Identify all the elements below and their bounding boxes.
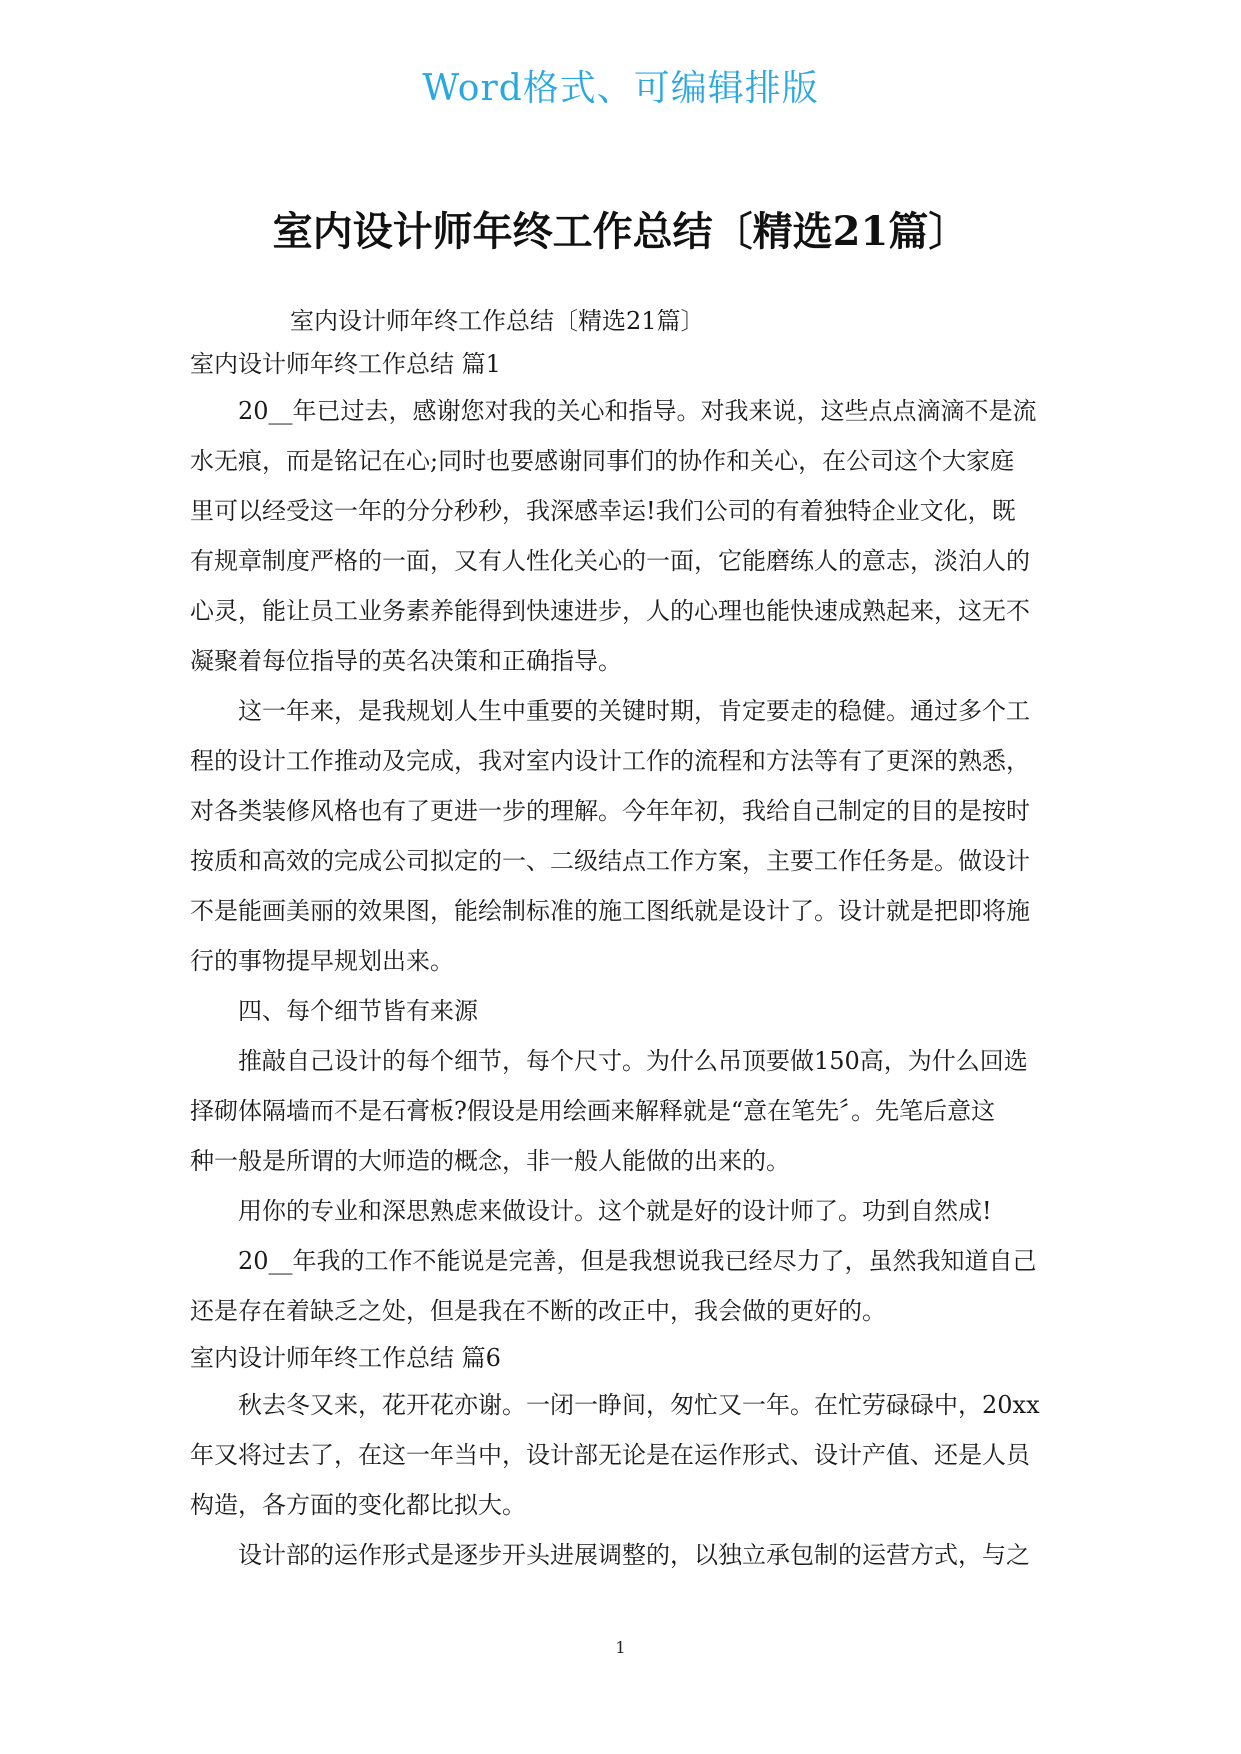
paragraph-line: 按质和高效的完成公司拟定的一、二级结点工作方案，主要工作任务是。做设计	[190, 847, 1030, 875]
paragraph-line: 构造，各方面的变化都比拟大。	[190, 1491, 526, 1519]
watermark-header: Word格式、可编辑排版	[422, 68, 819, 109]
paragraph-4	[190, 1186, 1052, 1236]
paragraph-5	[190, 1236, 1052, 1336]
page-number: 1	[615, 1638, 626, 1657]
document-title: 室内设计师年终工作总结〔精选21篇〕	[272, 208, 969, 255]
document-body	[190, 300, 1052, 1580]
section-heading-6: 室内设计师年终工作总结 篇6	[190, 1344, 501, 1372]
paragraph-line: 还是存在着缺乏之处，但是我在不断的改正中，我会做的更好的。	[190, 1297, 886, 1325]
sub-heading: 四、每个细节皆有来源	[238, 997, 478, 1025]
paragraph-2	[190, 686, 1052, 986]
paragraph-3	[190, 1036, 1052, 1186]
paragraph-line: 水无痕，而是铭记在心;同时也要感谢同事们的协作和关心，在公司这个大家庭	[190, 447, 1015, 475]
paragraph-line: 对各类装修风格也有了更进一步的理解。今年年初，我给自己制定的目的是按时	[190, 797, 1030, 825]
paragraph-line: 凝聚着每位指导的英名决策和正确指导。	[190, 647, 622, 675]
paragraph-line: 秋去冬又来，花开花亦谢。一闭一睁间，匆忙又一年。在忙劳碌碌中，20xx	[238, 1391, 1040, 1419]
paragraph-line: 行的事物提早规划出来。	[190, 947, 454, 975]
paragraph-7	[190, 1530, 1052, 1580]
paragraph-line: 择砌体隔墙而不是石膏板?假设是用绘画来解释就是“意在笔先〞。先笔后意这	[190, 1097, 996, 1125]
paragraph-line: 年又将过去了，在这一年当中，设计部无论是在运作形式、设计产值、还是人员	[190, 1441, 1030, 1469]
paragraph-6	[190, 1380, 1052, 1530]
paragraph-line: 不是能画美丽的效果图，能绘制标准的施工图纸就是设计了。设计就是把即将施	[190, 897, 1030, 925]
paragraph-line: 这一年来，是我规划人生中重要的关键时期，肯定要走的稳健。通过多个工	[238, 697, 1030, 725]
paragraph-line: 推敲自己设计的每个细节，每个尺寸。为什么吊顶要做150高，为什么回选	[238, 1047, 1028, 1075]
paragraph-line: 用你的专业和深思熟虑来做设计。这个就是好的设计师了。功到自然成!	[238, 1197, 992, 1225]
paragraph-line: 种一般是所谓的大师造的概念，非一般人能做的出来的。	[190, 1147, 790, 1175]
paragraph-line: 心灵，能让员工业务素养能得到快速进步，人的心理也能快速成熟起来，这无不	[190, 597, 1030, 625]
document-subtitle: 室内设计师年终工作总结〔精选21篇〕	[290, 307, 705, 335]
paragraph-line: 里可以经受这一年的分分秒秒，我深感幸运!我们公司的有着独特企业文化，既	[190, 497, 1016, 525]
paragraph-line: 20__年已过去，感谢您对我的关心和指导。对我来说，这些点点滴滴不是流	[238, 397, 1037, 425]
paragraph-line: 20__年我的工作不能说是完善，但是我想说我已经尽力了，虽然我知道自己	[238, 1247, 1037, 1275]
section-heading-1: 室内设计师年终工作总结 篇1	[190, 350, 501, 378]
paragraph-line: 程的设计工作推动及完成，我对室内设计工作的流程和方法等有了更深的熟悉，	[190, 747, 1030, 775]
paragraph-1	[190, 386, 1052, 686]
paragraph-line: 设计部的运作形式是逐步开头进展调整的，以独立承包制的运营方式，与之	[238, 1541, 1030, 1569]
paragraph-line: 有规章制度严格的一面，又有人性化关心的一面，它能磨练人的意志，淡泊人的	[190, 547, 1030, 575]
